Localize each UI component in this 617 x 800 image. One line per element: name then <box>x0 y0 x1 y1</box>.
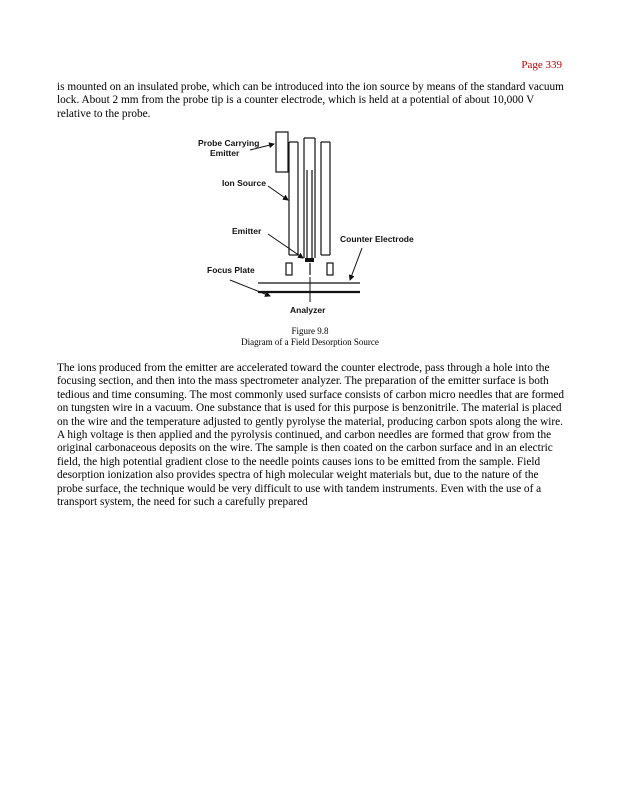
label-analyzer: Analyzer <box>290 305 326 315</box>
paragraph-intro: is mounted on an insulated probe, which can be introduced into the ion source by means of the standard vacuum lock. About 2 mm from the probe tip is a counter electrode, which is held at a potential of about 10,000 V relative to the probe. <box>57 81 564 120</box>
arrow-ion-source <box>268 186 288 200</box>
label-probe-carrying: Probe Carrying <box>198 138 260 148</box>
arrow-counter-electrode <box>350 248 362 280</box>
paragraph-body: The ions produced from the emitter are accelerated toward the counter electrode, pass through a hole into the focusing section, and then into the mass spectrometer analyzer. The preparation of the emitter surface is both tedious and time consuming. The most commonly used surface consists of carbon micro needles that are formed on tungsten wire in a vacuum. One substance that is used for this purpose is benzonitrile. The material is placed on the wire and the temperature adjusted to gently pyrolyse the material, producing carbon spots along the wire. A high voltage is then applied and the pyrolysis continued, and carbon needles are formed that grow from the original carbonaceous deposits on the wire. The sample is then coated on the carbon surface and in an electric field, the high potential gradient close to the needle points causes ions to be emitted from the sample. Field desorption ionization also provides spectra of high molecular weight materials but, due to the nature of the probe surface, the technique would be very difficult to use with tandem instruments. Even with the use of a transport system, the need for such a carefully prepared <box>57 362 565 509</box>
page-number: Page 339 <box>521 59 562 71</box>
field-desorption-diagram <box>190 130 440 320</box>
focus-plate-left <box>286 263 292 275</box>
ion-source-body <box>289 142 330 255</box>
label-ion-source: Ion Source <box>222 178 266 188</box>
emitter-tip <box>305 258 314 262</box>
label-counter-electrode: Counter Electrode <box>340 234 414 244</box>
figure-number: Figure 9.8 <box>291 326 329 336</box>
label-focus-plate: Focus Plate <box>207 265 255 275</box>
figure-caption: Diagram of a Field Desorption Source <box>241 337 379 347</box>
probe-head <box>276 132 288 172</box>
label-emitter-top: Emitter <box>210 148 240 158</box>
label-emitter: Emitter <box>232 226 262 236</box>
probe-shaft <box>304 138 315 258</box>
focus-plate-right <box>327 263 333 275</box>
